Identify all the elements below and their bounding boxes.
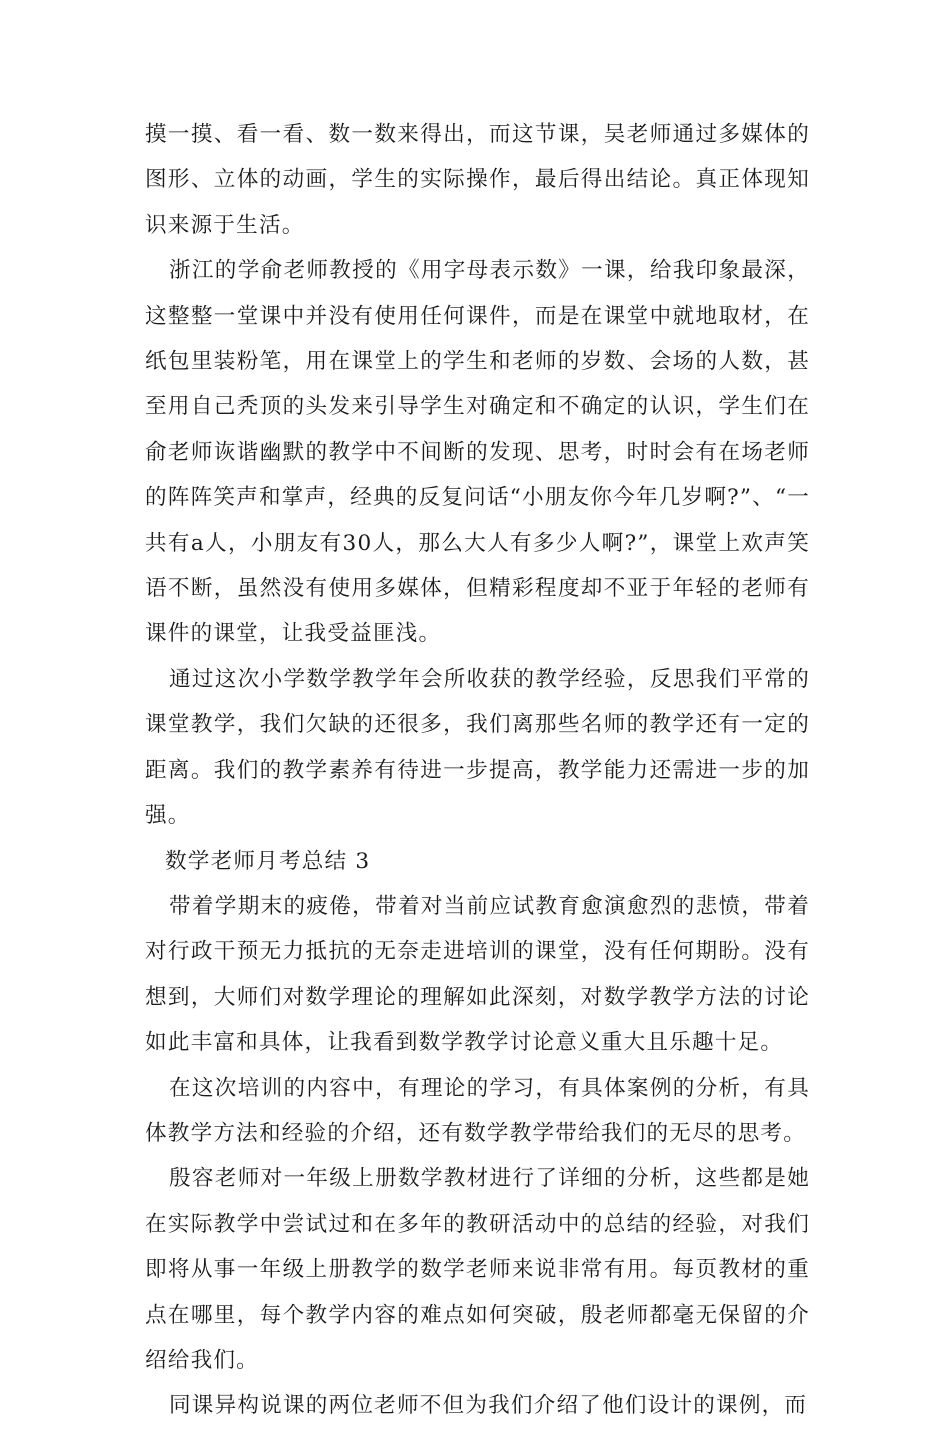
paragraph-reflection: 通过这次小学数学教学年会所收获的教学经验，反思我们平常的课堂教学，我们欠缺的还很多，我们离那些名师的教学还有一定的距离。我们的教学素养有待进一步提高，教学能力还需进一步的加强。 — [145, 666, 810, 829]
paragraph-yin-analysis: 殷容老师对一年级上册数学教材进行了详细的分析，这些都是她在实际教学中尝试过和在多年的教研活动中的总结的经验，对我们即将从事一年级上册教学的数学老师来说非常有用。每页教材的重点在哪里，每个教学内容的难点如何突破，殷老师都毫无保留的介绍给我们。 — [145, 1166, 810, 1373]
paragraph-training-content: 在这次培训的内容中，有理论的学习，有具体案例的分析，有具体教学方法和经验的介绍，还有数学教学带给我们的无尽的思考。 — [145, 1075, 810, 1146]
paragraph-yu-lesson: 浙江的学俞老师教授的《用字母表示数》一课，给我印象最深，这整整一堂课中并没有使用任何课件，而是在课堂中就地取材，在纸包里装粉笔，用在课堂上的学生和老师的岁数、会场的人数，甚至用自己秃顶的头发来引导学生对确定和不确定的认识，学生们在俞老师诙谐幽默的教学中不间断的发现、思考，时时会有在场老师的阵阵笑声和掌声，经典的反复问话“小朋友你今年几岁啊?”、“一共有a人，小朋友有30人，那么大人有多少人啊?”，课堂上欢声笑语不断，虽然没有使用多媒体，但精彩程度却不亚于年轻的老师有课件的课堂，让我受益匪浅。 — [145, 258, 810, 647]
paragraph-same-lesson: 同课异构说课的两位老师不但为我们介绍了他们设计的课例，而 — [169, 1393, 808, 1419]
section-heading: 数学老师月考总结 3 — [165, 848, 371, 874]
document-body — [145, 112, 810, 1429]
paragraph-continuation: 摸一摸、看一看、数一数来得出，而这节课，吴老师通过多媒体的图形、立体的动画，学生的实际操作，最后得出结论。真正体现知识来源于生活。 — [145, 122, 810, 238]
paragraph-training-intro: 带着学期末的疲倦，带着对当前应试教育愈演愈烈的悲愤，带着对行政干预无力抵抗的无奈走进培训的课堂，没有任何期盼。没有想到，大师们对数学理论的理解如此深刻，对数学教学方法的讨论如此丰富和具体，让我看到数学教学讨论意义重大且乐趣十足。 — [145, 893, 810, 1056]
